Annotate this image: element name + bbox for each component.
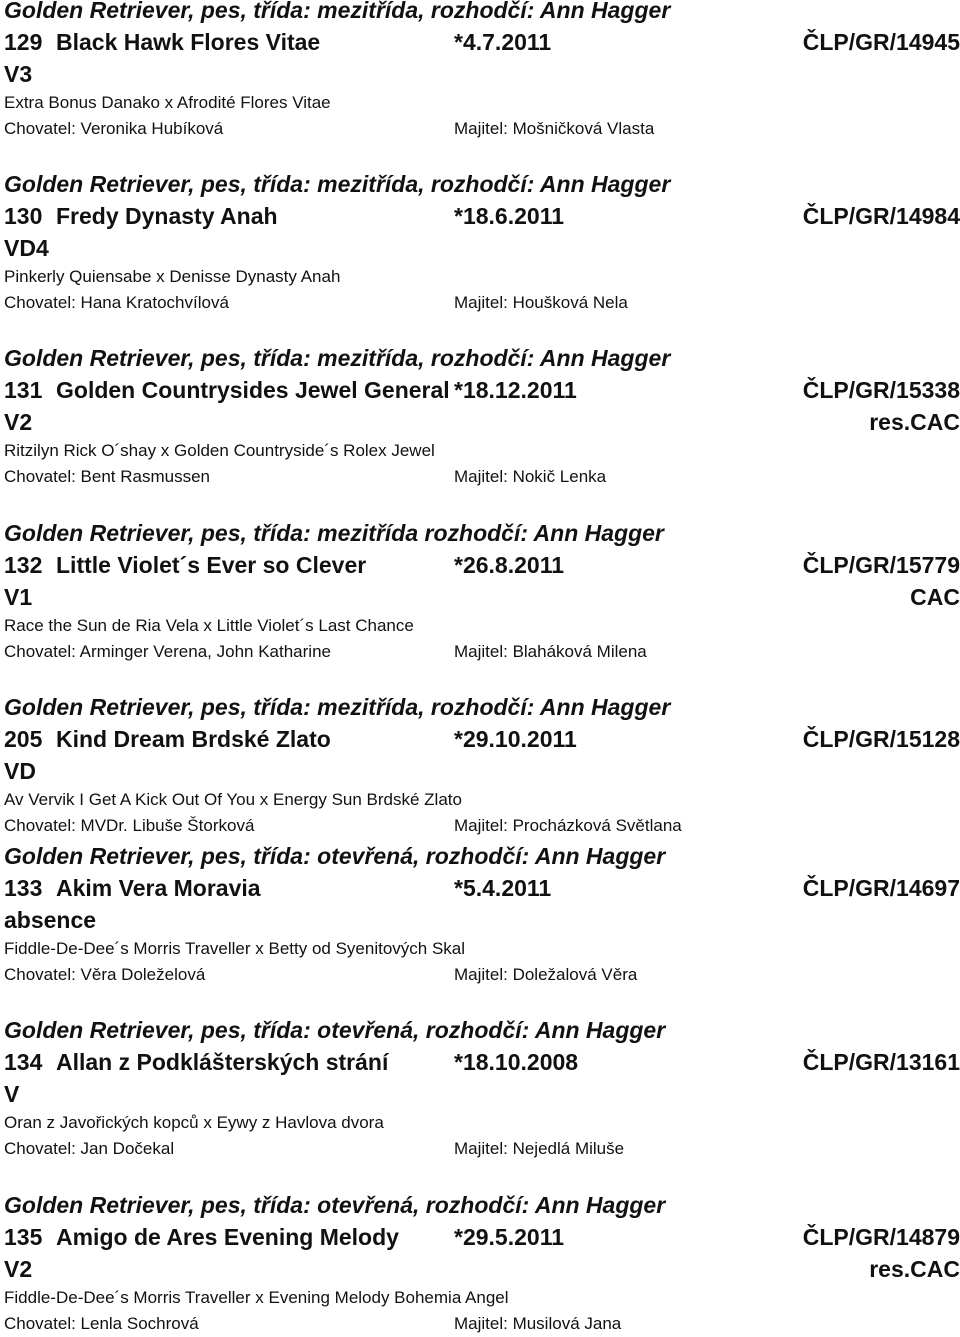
parents: Av Vervik I Get A Kick Out Of You x Energy Sun Brdské Zlato <box>4 790 462 809</box>
parents: Fiddle-De-Dee´s Morris Traveller x Evening Melody Bohemia Angel <box>4 1288 509 1307</box>
birth-date: *26.8.2011 <box>454 552 565 578</box>
entry <box>4 342 960 490</box>
owner: Majitel: Procházková Světlana <box>454 816 682 835</box>
registration-number: ČLP/GR/15338 <box>802 377 960 403</box>
award: CAC <box>910 584 960 610</box>
owner: Majitel: Mošničková Vlasta <box>454 119 655 138</box>
people-line <box>4 116 960 142</box>
dog-line <box>4 26 960 58</box>
breeder: Chovatel: MVDr. Libuše Štorková <box>4 816 255 835</box>
grade: VD <box>4 758 36 784</box>
class-header: Golden Retriever, pes, třída: mezitřída, rozhodčí: Ann Hagger <box>4 171 671 197</box>
entry <box>4 1014 960 1162</box>
people-line <box>4 1311 960 1337</box>
breeder: Chovatel: Hana Kratochvílová <box>4 293 229 312</box>
parents: Extra Bonus Danako x Afrodité Flores Vitae <box>4 93 331 112</box>
catalog-number: 134 <box>4 1049 43 1075</box>
entry <box>4 1189 960 1337</box>
dog-line <box>4 1221 960 1253</box>
award: res.CAC <box>869 409 960 435</box>
entry <box>4 691 960 839</box>
grade: V1 <box>4 584 33 610</box>
grade: V2 <box>4 409 33 435</box>
catalog-number: 205 <box>4 726 43 752</box>
catalog-number: 132 <box>4 552 43 578</box>
grade: V3 <box>4 61 33 87</box>
award: res.CAC <box>869 1256 960 1282</box>
class-header: Golden Retriever, pes, třída: mezitřída, rozhodčí: Ann Hagger <box>4 694 671 720</box>
owner: Majitel: Houšková Nela <box>454 293 628 312</box>
result-line <box>4 232 960 264</box>
dog-name: Black Hawk Flores Vitae <box>56 29 321 55</box>
class-header: Golden Retriever, pes, třída: mezitřída rozhodčí: Ann Hagger <box>4 520 664 546</box>
parents: Oran z Javořických kopců x Eywy z Havlova dvora <box>4 1113 384 1132</box>
owner: Majitel: Doležalová Věra <box>454 965 638 984</box>
people-line <box>4 962 960 988</box>
owner: Majitel: Musilová Jana <box>454 1314 622 1333</box>
registration-number: ČLP/GR/14984 <box>802 203 960 229</box>
birth-date: *29.5.2011 <box>454 1224 565 1250</box>
result-line <box>4 58 960 90</box>
result-line <box>4 406 960 438</box>
dog-line <box>4 1046 960 1078</box>
breeder: Chovatel: Arminger Verena, John Katharine <box>4 642 331 661</box>
registration-number: ČLP/GR/15779 <box>802 552 960 578</box>
birth-date: *18.10.2008 <box>454 1049 579 1075</box>
people-line <box>4 1136 960 1162</box>
entry <box>4 517 960 665</box>
owner: Majitel: Nejedlá Miluše <box>454 1139 625 1158</box>
result-line <box>4 1078 960 1110</box>
class-header: Golden Retriever, pes, třída: otevřená, rozhodčí: Ann Hagger <box>4 1017 666 1043</box>
parents: Ritzilyn Rick O´shay x Golden Countryside´s Rolex Jewel <box>4 441 435 460</box>
parents: Pinkerly Quiensabe x Denisse Dynasty Anah <box>4 267 341 286</box>
dog-name: Little Violet´s Ever so Clever <box>56 552 367 578</box>
dog-line <box>4 200 960 232</box>
birth-date: *5.4.2011 <box>454 875 552 901</box>
people-line <box>4 290 960 316</box>
registration-number: ČLP/GR/14697 <box>802 875 960 901</box>
dog-name: Kind Dream Brdské Zlato <box>56 726 331 752</box>
result-line <box>4 904 960 936</box>
catalog-number: 130 <box>4 203 43 229</box>
dog-line <box>4 549 960 581</box>
registration-number: ČLP/GR/14945 <box>802 29 960 55</box>
owner: Majitel: Blaháková Milena <box>454 642 647 661</box>
dog-name: Akim Vera Moravia <box>56 875 261 901</box>
people-line <box>4 464 960 490</box>
birth-date: *4.7.2011 <box>454 29 552 55</box>
birth-date: *18.6.2011 <box>454 203 565 229</box>
dog-name: Allan z Podklášterských strání <box>56 1049 389 1075</box>
people-line <box>4 813 960 839</box>
entry <box>4 168 960 316</box>
class-header: Golden Retriever, pes, třída: mezitřída, rozhodčí: Ann Hagger <box>4 0 671 23</box>
registration-number: ČLP/GR/14879 <box>802 1224 960 1250</box>
dog-line <box>4 723 960 755</box>
grade: V <box>4 1081 20 1107</box>
parents: Race the Sun de Ria Vela x Little Violet´s Last Chance <box>4 616 414 635</box>
birth-date: *29.10.2011 <box>454 726 577 752</box>
owner: Majitel: Nokič Lenka <box>454 467 607 486</box>
entry <box>4 0 960 142</box>
people-line <box>4 639 960 665</box>
grade: VD4 <box>4 235 49 261</box>
class-header: Golden Retriever, pes, třída: otevřená, rozhodčí: Ann Hagger <box>4 843 666 869</box>
catalog-number: 129 <box>4 29 43 55</box>
breeder: Chovatel: Věra Doleželová <box>4 965 206 984</box>
entry <box>4 840 960 988</box>
dog-line <box>4 374 960 406</box>
class-header: Golden Retriever, pes, třída: otevřená, rozhodčí: Ann Hagger <box>4 1192 666 1218</box>
result-line <box>4 755 960 787</box>
parents: Fiddle-De-Dee´s Morris Traveller x Betty od Syenitových Skal <box>4 939 466 958</box>
breeder: Chovatel: Jan Dočekal <box>4 1139 175 1158</box>
class-header: Golden Retriever, pes, třída: mezitřída, rozhodčí: Ann Hagger <box>4 345 671 371</box>
breeder: Chovatel: Bent Rasmussen <box>4 467 210 486</box>
dog-name: Fredy Dynasty Anah <box>56 203 278 229</box>
catalog-number: 133 <box>4 875 43 901</box>
breeder: Chovatel: Lenla Sochrová <box>4 1314 199 1333</box>
grade: absence <box>4 907 97 933</box>
catalog-number: 135 <box>4 1224 43 1250</box>
result-line <box>4 581 960 613</box>
dog-line <box>4 872 960 904</box>
grade: V2 <box>4 1256 33 1282</box>
result-line <box>4 1253 960 1285</box>
catalog-number: 131 <box>4 377 43 403</box>
registration-number: ČLP/GR/15128 <box>802 726 960 752</box>
dog-name: Amigo de Ares Evening Melody <box>56 1224 399 1250</box>
registration-number: ČLP/GR/13161 <box>802 1049 960 1075</box>
dog-name: Golden Countrysides Jewel General <box>56 377 450 403</box>
birth-date: *18.12.2011 <box>454 377 577 403</box>
breeder: Chovatel: Veronika Hubíková <box>4 119 224 138</box>
